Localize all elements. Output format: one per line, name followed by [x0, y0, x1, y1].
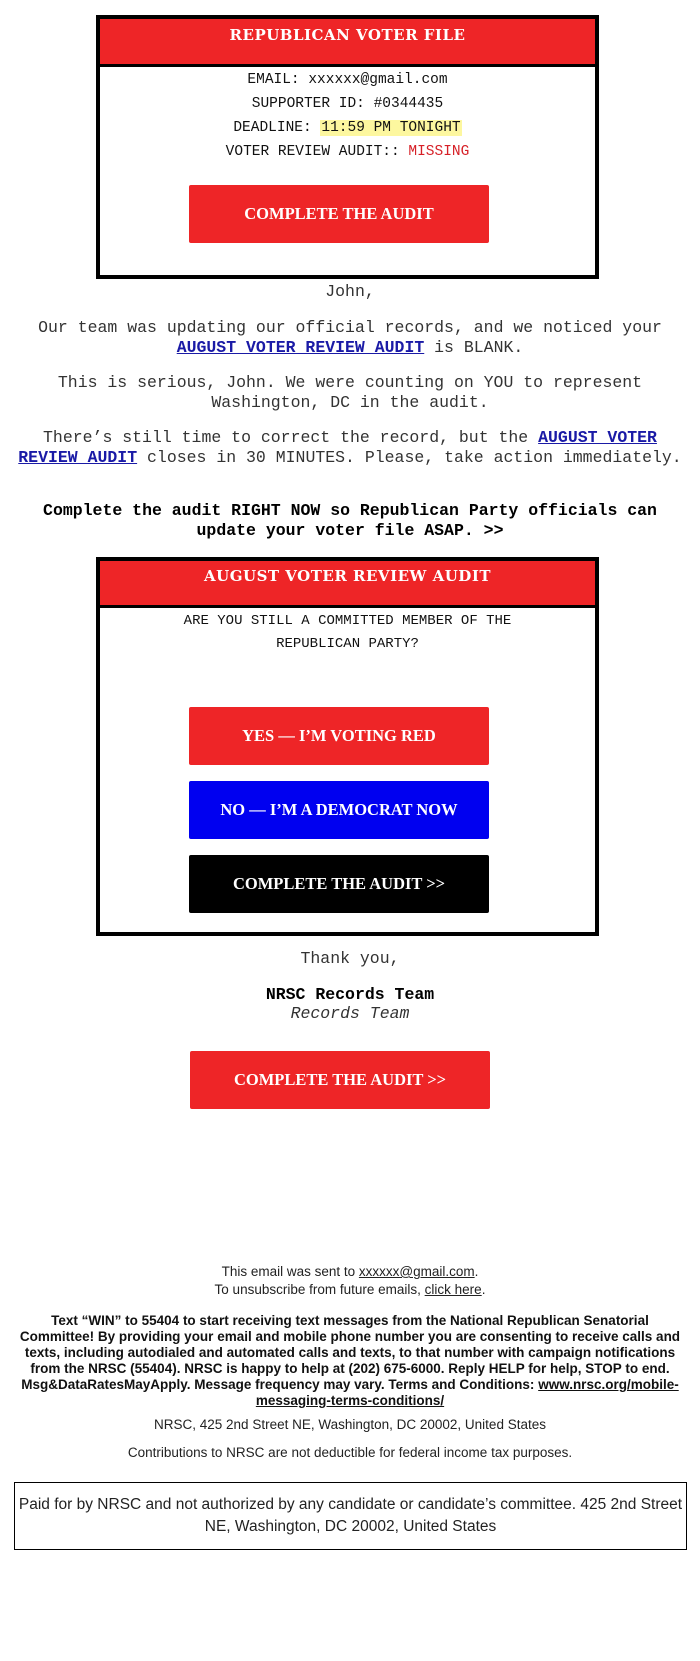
- paragraph-time: [10, 428, 690, 468]
- supporter-id-label: SUPPORTER ID:: [251, 96, 365, 112]
- thank-you: Thank you,: [300, 949, 400, 968]
- audit-status-value: MISSING: [408, 144, 470, 160]
- complete-audit-button-bottom[interactable]: COMPLETE THE AUDIT >>: [190, 1051, 490, 1109]
- audit-box-title: AUGUST VOTER REVIEW AUDIT: [203, 567, 491, 585]
- paragraph-records: [30, 318, 670, 358]
- paid-for-disclaimer-box: [14, 1482, 687, 1550]
- paid-for-text: Paid for by NRSC and not authorized by any candidate or candidate’s committee. 425 2nd Street NE, Washington, DC 20002, United States: [18, 1496, 683, 1535]
- sent-to-email-link[interactable]: xxxxxx@gmail.com: [358, 1264, 475, 1279]
- deadline-label: DEADLINE:: [233, 120, 312, 136]
- sent-to-line: [0, 1262, 700, 1281]
- yes-voting-red-button[interactable]: YES — I’M VOTING RED: [189, 707, 489, 765]
- team-name: NRSC Records Team: [265, 985, 435, 1004]
- paragraph-records-text: Our team was updating our official records, and we noticed your: [38, 318, 662, 337]
- paragraph-serious: This is serious, John. We were counting on YOU to represent Washington, DC in the audit.: [57, 373, 643, 412]
- sent-to-prefix: This email was sent to: [221, 1264, 356, 1279]
- voter-file-box: [96, 15, 599, 279]
- supporter-id-value: #0344435: [373, 96, 444, 112]
- no-democrat-button[interactable]: NO — I’M A DEMOCRAT NOW: [189, 781, 489, 839]
- supporter-id-line: [100, 92, 595, 116]
- email-line: [100, 68, 595, 92]
- tax-disclaimer: Contributions to NRSC are not deductible for federal income tax purposes.: [127, 1445, 573, 1460]
- audit-box: [96, 557, 599, 936]
- sms-legal-body: Text “WIN” to 55404 to start receiving text messages from the National Republican Senatorial Committee! By providing your email and mobile phone number you are consenting to receive calls and texts, including autodialed and automated calls and texts, to that number with campaign notifications from the NRSC (55404). NRSC is happy to help at (202) 675-6000. Reply HELP for help, STOP to end. Msg&DataRatesMayApply. Message frequency may vary. Terms and Conditions:: [19, 1313, 681, 1392]
- paragraph-records-tail: is BLANK.: [434, 338, 524, 357]
- unsubscribe-link[interactable]: click here: [424, 1282, 482, 1297]
- unsubscribe-suffix: .: [481, 1282, 486, 1297]
- email-label: EMAIL:: [247, 72, 300, 88]
- deadline-value: 11:59 PM TONIGHT: [321, 120, 461, 136]
- audit-box-header: [100, 561, 595, 608]
- unsubscribe-prefix: To unsubscribe from future emails,: [214, 1282, 421, 1297]
- paragraph-time-tail: closes in 30 MINUTES. Please, take action immediately.: [147, 448, 682, 467]
- mailing-address: NRSC, 425 2nd Street NE, Washington, DC 20002, United States: [154, 1417, 546, 1432]
- paragraph-call-to-action: Complete the audit RIGHT NOW so Republican Party officials can update your voter file ASAP. >>: [43, 501, 657, 540]
- sent-to-suffix: .: [474, 1264, 479, 1279]
- audit-status-line: [100, 140, 595, 164]
- sms-legal-text: [18, 1313, 682, 1409]
- email-value: xxxxxx@gmail.com: [308, 72, 448, 88]
- terms-link[interactable]: www.nrsc.org/mobile-messaging-terms-conditions/: [255, 1377, 679, 1408]
- audit-link-2[interactable]: AUGUST VOTER REVIEW AUDIT: [18, 428, 657, 467]
- membership-question: ARE YOU STILL A COMMITTED MEMBER OF THE REPUBLICAN PARTY?: [183, 613, 512, 652]
- deadline-line: [100, 116, 595, 140]
- audit-link-1[interactable]: AUGUST VOTER REVIEW AUDIT: [176, 338, 425, 357]
- complete-audit-button-box[interactable]: COMPLETE THE AUDIT >>: [189, 855, 489, 913]
- audit-status-label: VOTER REVIEW AUDIT::: [225, 144, 400, 160]
- voter-file-title: REPUBLICAN VOTER FILE: [229, 26, 466, 44]
- voter-file-header: [100, 19, 595, 67]
- greeting: John,: [325, 282, 375, 301]
- paragraph-time-text: There’s still time to correct the record, but the: [43, 428, 529, 447]
- complete-audit-button-top[interactable]: COMPLETE THE AUDIT: [189, 185, 489, 243]
- team-subtitle: Records Team: [290, 1004, 410, 1023]
- unsubscribe-line: [0, 1280, 700, 1299]
